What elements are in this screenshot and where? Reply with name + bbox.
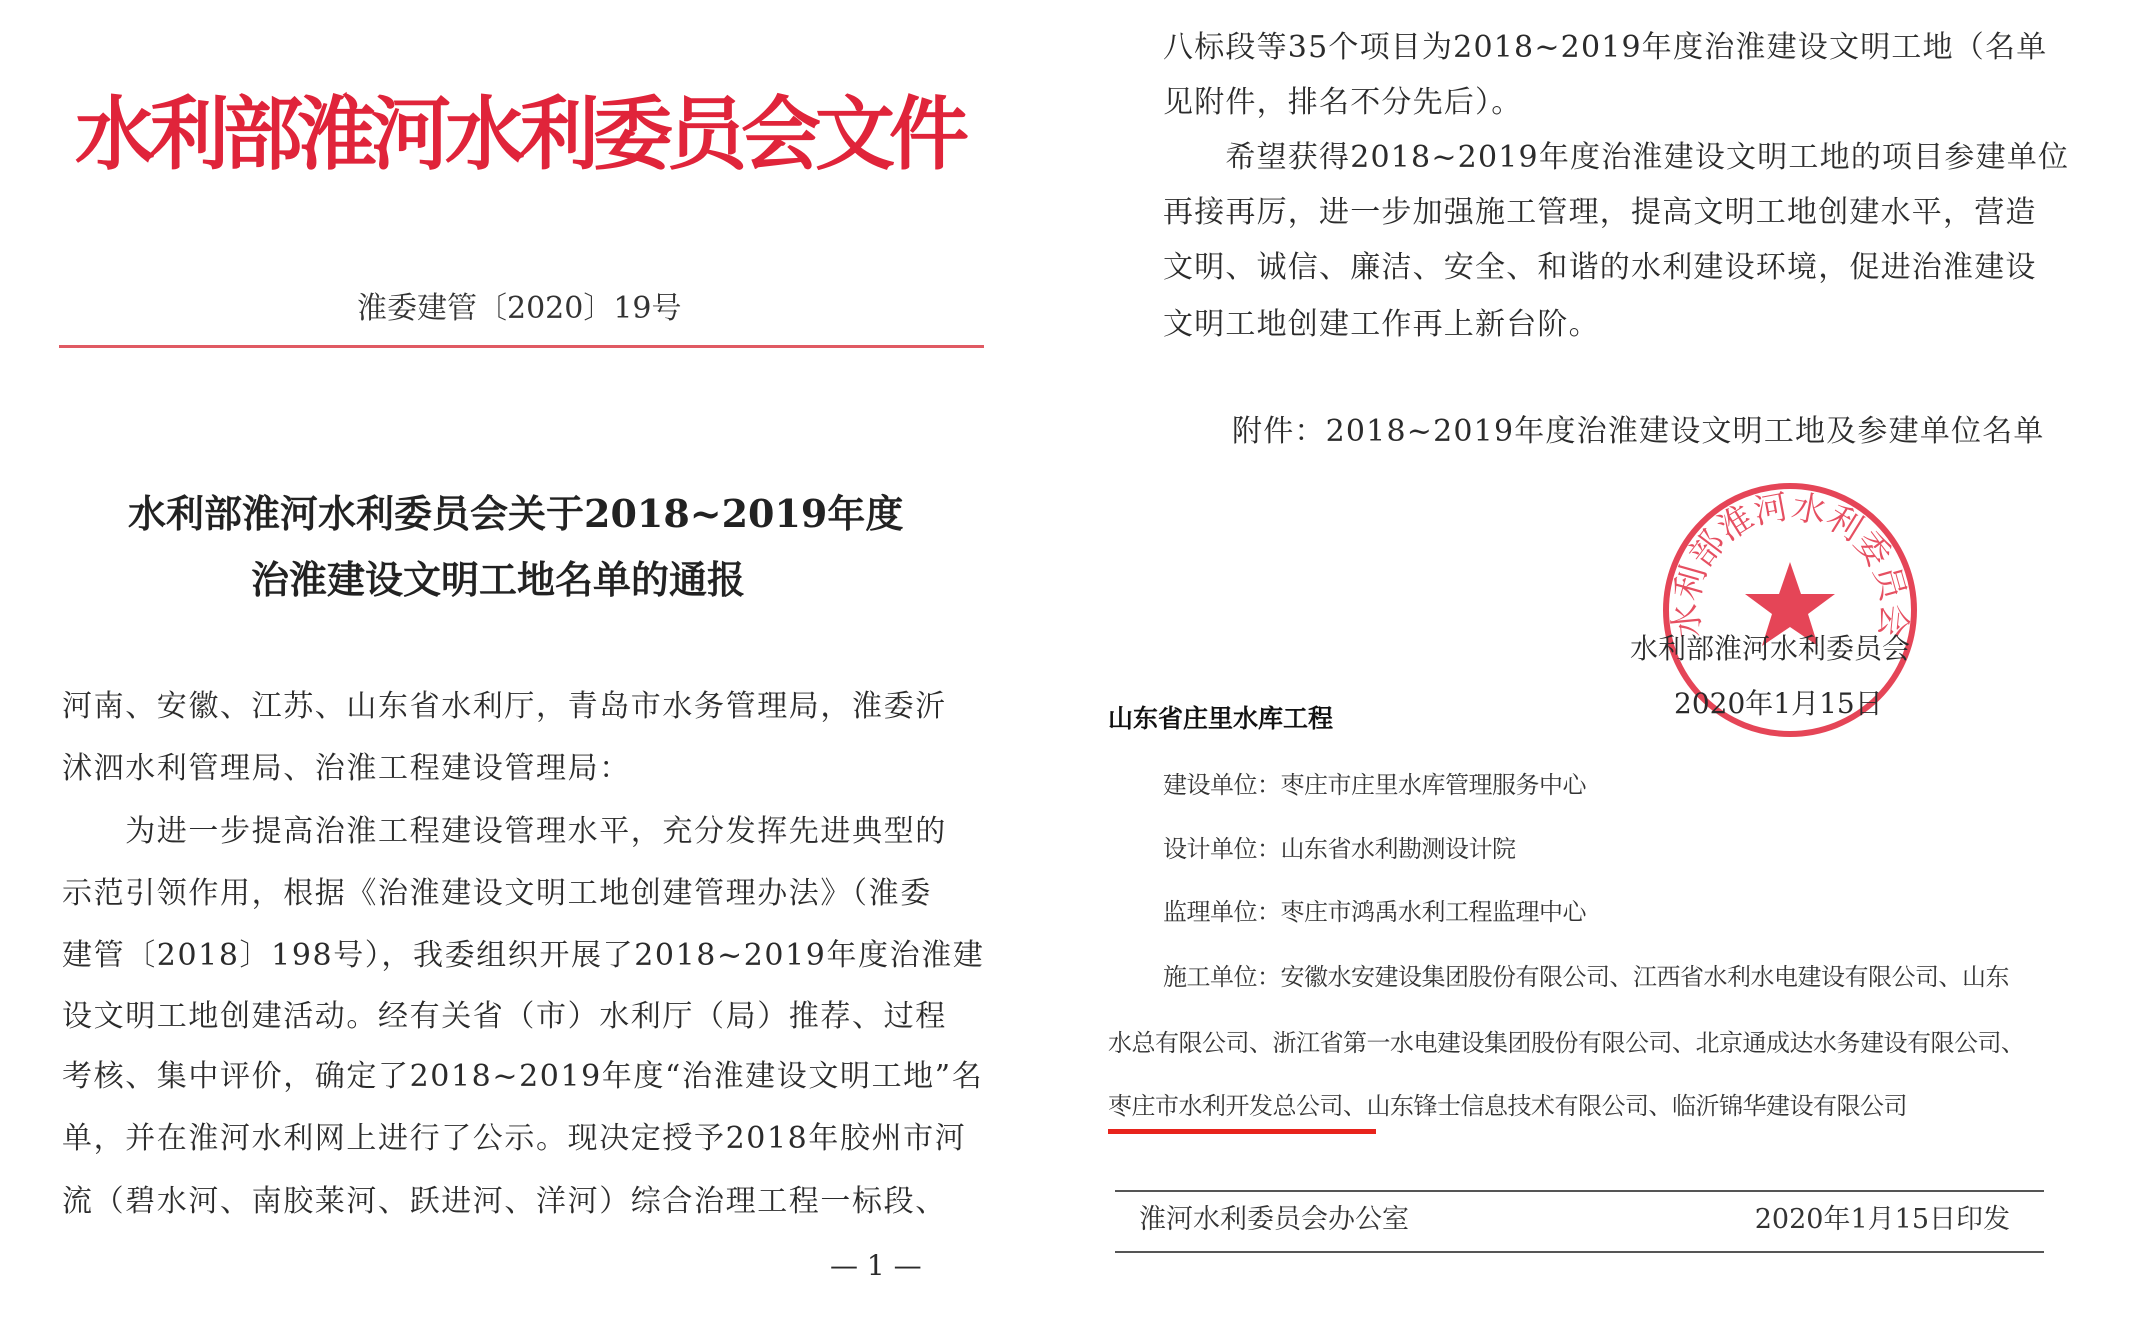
project-item: 施工单位：安徽水安建设集团股份有限公司、江西省水利水电建设有限公司、山东 bbox=[1163, 963, 2009, 991]
body-line: 为进一步提高治淮工程建设管理水平，充分发挥先进典型的 bbox=[62, 814, 947, 849]
project-item-continued: 枣庄市水利开发总公司、山东锋士信息技术有限公司、临沂锦华建设有限公司 bbox=[1108, 1092, 1907, 1120]
body-line: 希望获得2018~2019年度治淮建设文明工地的项目参建单位 bbox=[1163, 140, 2070, 175]
seal-text: 水利部淮河水利委员会 bbox=[1665, 486, 1915, 640]
page-number: — 1 — bbox=[830, 1249, 922, 1282]
project-item: 设计单位：山东省水利勘测设计院 bbox=[1163, 835, 1516, 863]
body-line: 沭泗水利管理局、治淮工程建设管理局： bbox=[62, 751, 631, 786]
body-line: 流（碧水河、南胶莱河、跃进河、洋河）综合治理工程一标段、 bbox=[62, 1184, 947, 1219]
body-line: 文明工地创建工作再上新台阶。 bbox=[1163, 307, 1600, 342]
project-item: 监理单位：枣庄市鸿禹水利工程监理中心 bbox=[1163, 898, 1586, 926]
title-line: 治淮建设文明工地名单的通报 bbox=[251, 557, 746, 602]
project-name: 山东省庄里水库工程 bbox=[1108, 704, 1334, 733]
body-line: 设文明工地创建活动。经有关省（市）水利厅（局）推荐、过程 bbox=[62, 999, 947, 1034]
signature: 水利部淮河水利委员会 bbox=[1630, 632, 1911, 665]
project-item-continued: 水总有限公司、浙江省第一水电建设集团股份有限公司、北京通成达水务建设有限公司、 bbox=[1108, 1029, 2025, 1057]
highlight-underline bbox=[1108, 1129, 1376, 1134]
footer-rule-top bbox=[1115, 1190, 2044, 1192]
footer-rule-bottom bbox=[1115, 1251, 2044, 1253]
signature-date: 2020年1月15日 bbox=[1674, 687, 1883, 720]
body-line: 见附件，排名不分先后）。 bbox=[1163, 85, 1523, 120]
document-header: 水利部淮河水利委员会文件 bbox=[75, 87, 963, 181]
body-line: 八标段等35个项目为2018~2019年度治淮建设文明工地（名单 bbox=[1163, 30, 2048, 65]
header-divider bbox=[59, 345, 984, 348]
footer-issuer: 淮河水利委员会办公室 bbox=[1139, 1204, 1409, 1235]
document-number: 淮委建管〔2020〕19号 bbox=[357, 291, 682, 326]
body-line: 考核、集中评价，确定了2018~2019年度“治淮建设文明工地”名 bbox=[62, 1059, 984, 1094]
attachment-note: 附件：2018~2019年度治淮建设文明工地及参建单位名单 bbox=[1232, 414, 2045, 449]
footer-issue-date: 2020年1月15日印发 bbox=[1754, 1204, 2010, 1235]
body-line: 再接再厉，进一步加强施工管理，提高文明工地创建水平，营造 bbox=[1163, 195, 2037, 230]
body-line: 示范引领作用，根据《治淮建设文明工地创建管理办法》（淮委 bbox=[62, 876, 932, 911]
body-line: 河南、安徽、江苏、山东省水利厅，青岛市水务管理局，淮委沂 bbox=[62, 689, 947, 724]
body-line: 文明、诚信、廉洁、安全、和谐的水利建设环境，促进治淮建设 bbox=[1163, 250, 2037, 285]
project-item: 建设单位：枣庄市庄里水库管理服务中心 bbox=[1163, 771, 1586, 799]
title-line: 水利部淮河水利委员会关于2018~2019年度 bbox=[128, 491, 904, 536]
body-line: 建管〔2018〕198号），我委组织开展了2018~2019年度治淮建 bbox=[62, 938, 985, 973]
body-line: 单，并在淮河水利网上进行了公示。现决定授予2018年胶州市河 bbox=[62, 1121, 967, 1156]
